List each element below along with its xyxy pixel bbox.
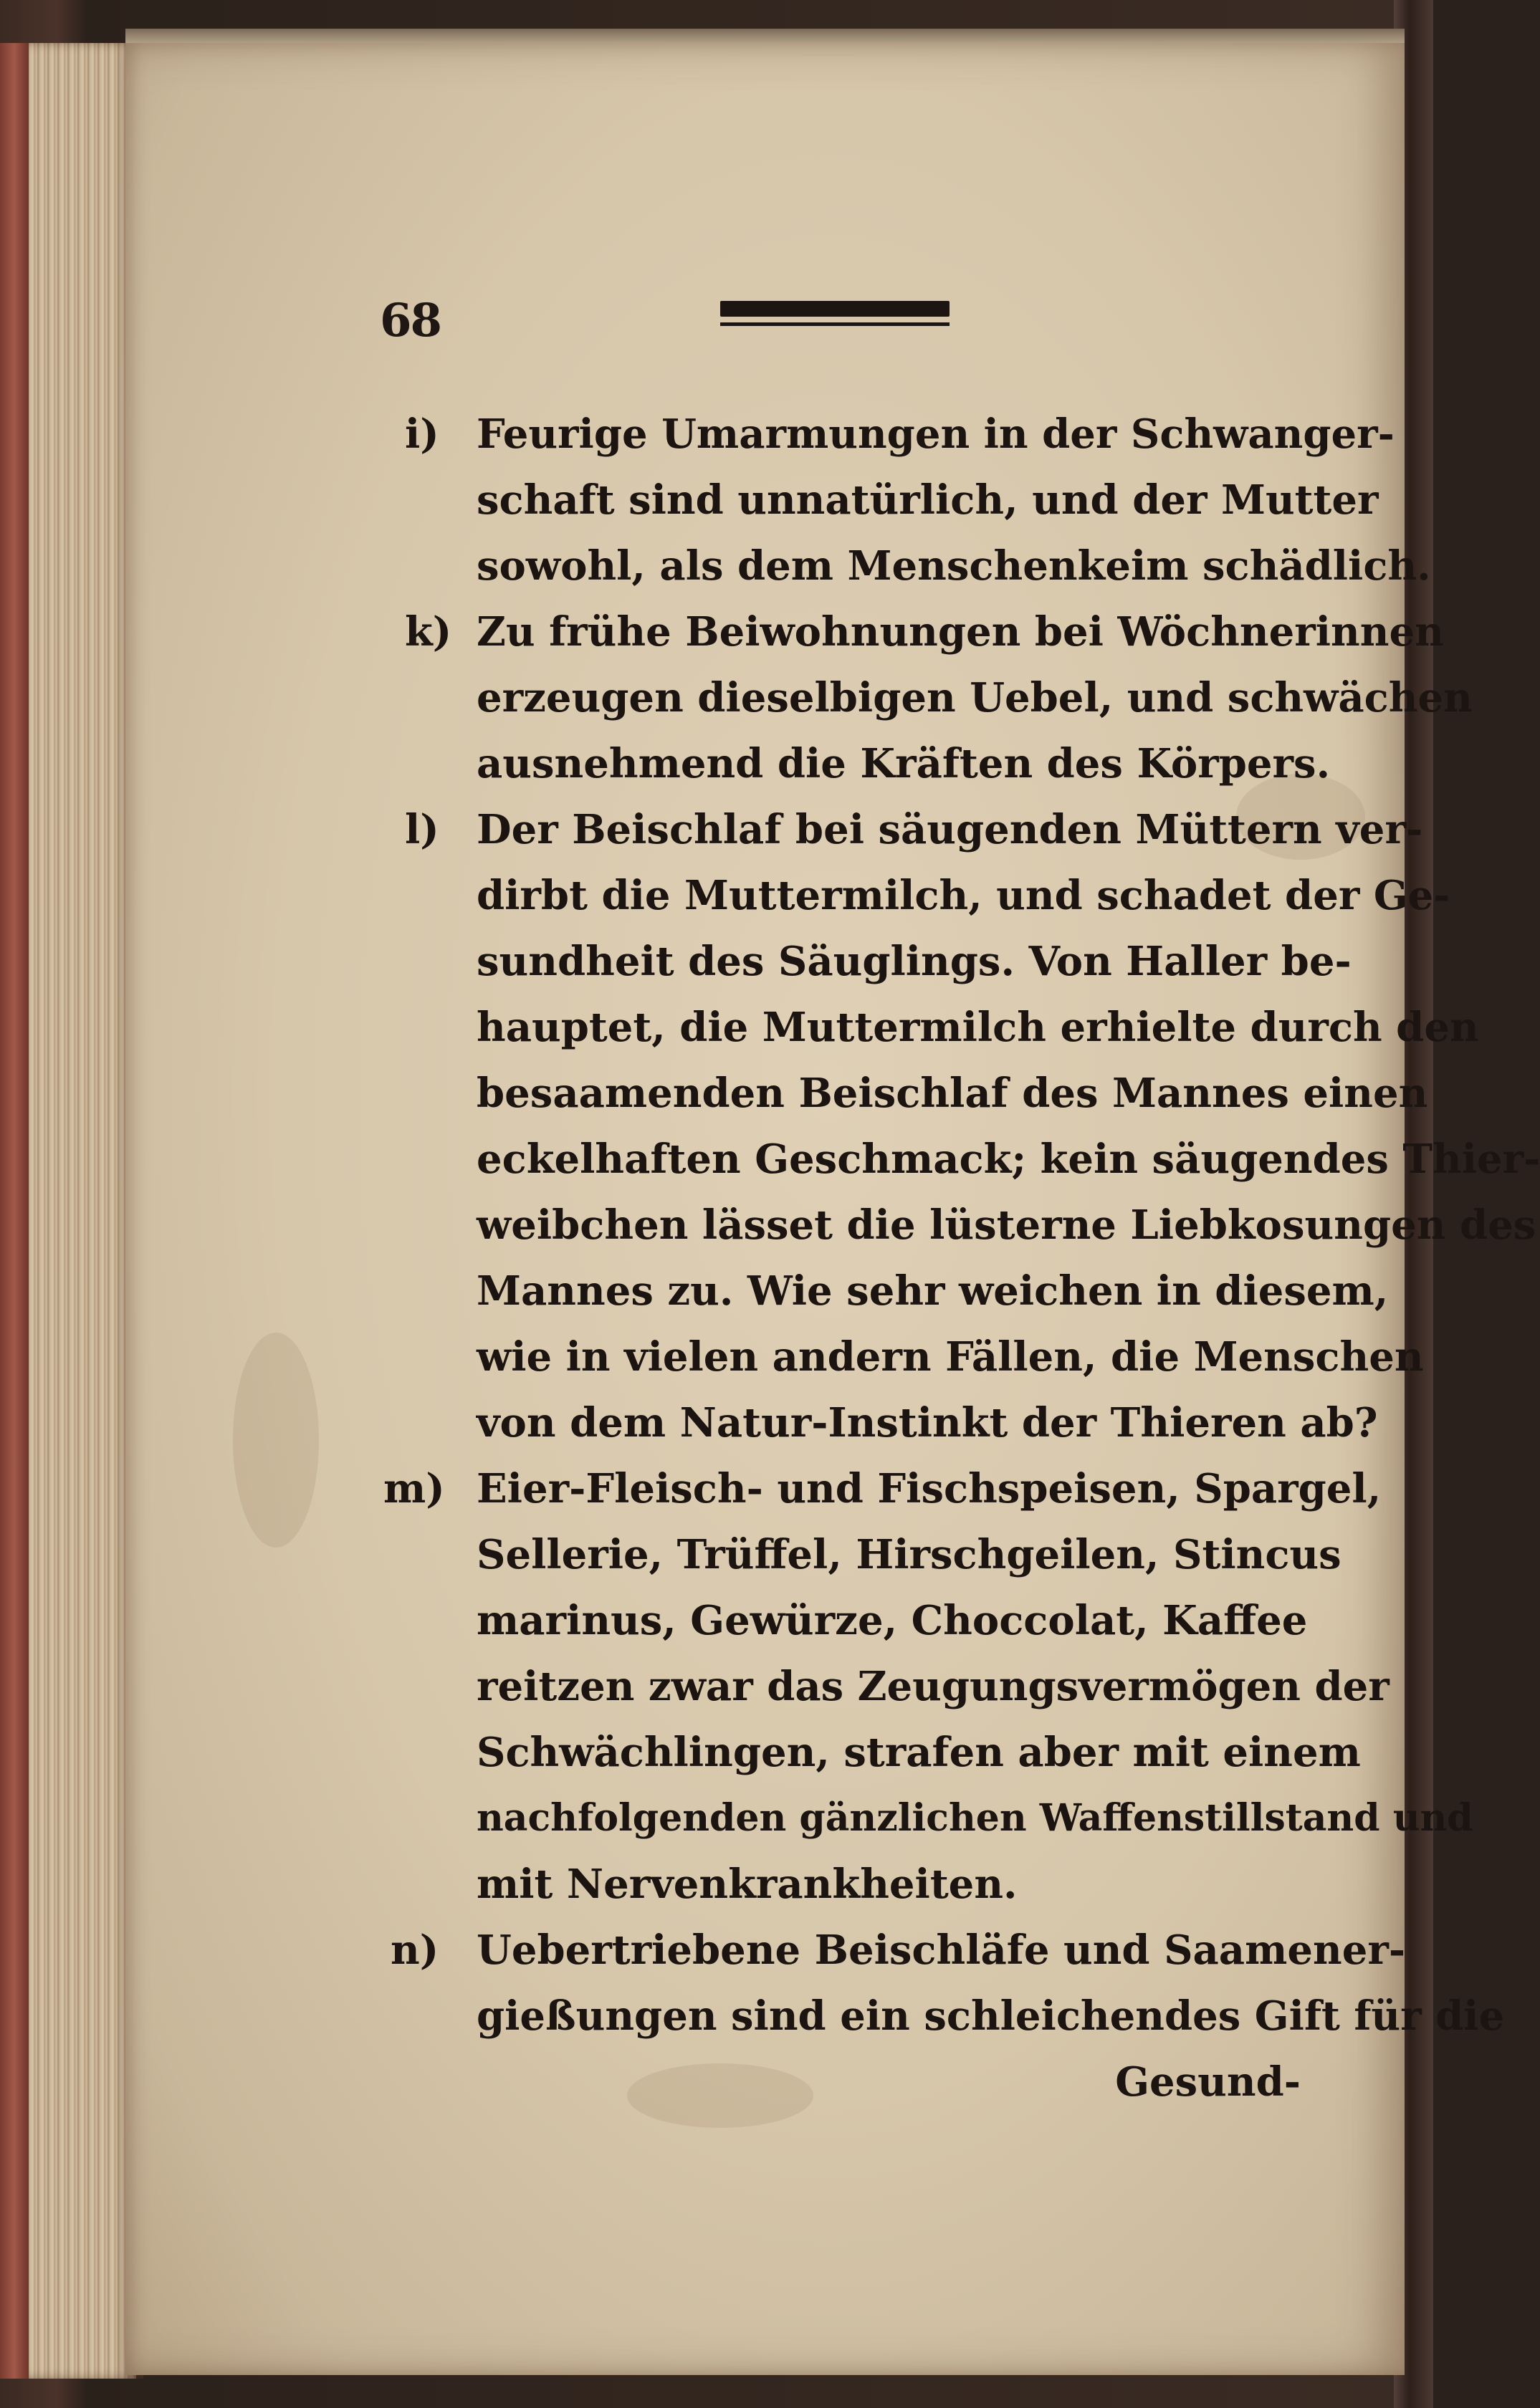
text-line [383, 1456, 1382, 1522]
paragraph-marker: l) [405, 806, 439, 853]
line-text: hauptet, die Muttermilch erhielte durch den [477, 1004, 1479, 1051]
text-line [412, 1654, 1390, 1719]
paragraph-marker: i) [405, 411, 439, 458]
red-edge [0, 43, 29, 2379]
text-line [412, 1324, 1424, 1390]
line-text: Feurige Umarmungen in der Schwanger- [477, 411, 1395, 458]
text-line [405, 797, 1423, 863]
text-line [412, 1588, 1308, 1654]
page-number: 68 [380, 294, 441, 347]
text-line [412, 1126, 1540, 1192]
header-rule [720, 301, 950, 317]
line-text: Uebertriebene Beischläfe und Saamener- [477, 1927, 1406, 1974]
line-text: Schwächlingen, strafen aber mit einem [477, 1729, 1361, 1776]
line-text: von dem Natur-Instinkt der Thieren ab? [477, 1399, 1378, 1447]
line-text: Mannes zu. Wie sehr weichen in diesem, [477, 1267, 1389, 1315]
text-line [412, 1258, 1389, 1324]
paragraph-marker: m) [383, 1465, 445, 1512]
line-text: besaamenden Beischlaf des Mannes einen [477, 1070, 1428, 1117]
line-text: mit Nervenkrankheiten. [477, 1861, 1018, 1908]
line-text: Sellerie, Trüffel, Hirschgeilen, Stincus [477, 1531, 1341, 1578]
line-text: sundheit des Säuglings. Von Haller be- [477, 938, 1352, 985]
text-line [412, 665, 1473, 731]
text-line [412, 1785, 1473, 1851]
line-text: nachfolgenden gänzlichen Waffenstillstand und [477, 1796, 1473, 1840]
text-line [412, 467, 1379, 533]
catchword: Gesund- [1115, 2058, 1301, 2106]
text-line [412, 994, 1479, 1060]
line-text: Eier-Fleisch- und Fischspeisen, Spargel, [477, 1465, 1382, 1512]
text-line [412, 533, 1431, 599]
line-text: Der Beischlaf bei säugenden Müttern ver- [477, 806, 1423, 853]
text-line [412, 1851, 1301, 1917]
line-text: eckelhaften Geschmack; kein säugendes Thier- [477, 1136, 1540, 1183]
line-text: dirbt die Muttermilch, und schadet der Ge- [477, 872, 1450, 919]
text-line [405, 401, 1395, 467]
text-line [412, 1522, 1341, 1588]
text-line [412, 1719, 1361, 1785]
text-line [405, 599, 1444, 665]
text-line [391, 1917, 1406, 1983]
line-text: erzeugen dieselbigen Uebel, und schwächen [477, 674, 1473, 721]
line-text: wie in vielen andern Fällen, die Menschen [477, 1333, 1424, 1381]
text-line [412, 863, 1450, 929]
page-body-text [383, 401, 1540, 2115]
text-line [412, 1192, 1536, 1258]
paper-stain [233, 1333, 319, 1548]
line-text: Zu frühe Beiwohnungen bei Wöchnerinnen [477, 608, 1444, 656]
paragraph-marker: k) [405, 608, 452, 656]
line-text: marinus, Gewürze, Choccolat, Kaffee [477, 1597, 1308, 1644]
text-line [412, 731, 1331, 797]
text-line [412, 1390, 1378, 1456]
text-line [412, 1060, 1428, 1126]
line-text: sowohl, als dem Menschenkeim schädlich. [477, 542, 1431, 590]
line-text: ausnehmend die Kräften des Körpers. [477, 740, 1331, 787]
line-text: schaft sind unnatürlich, und der Mutter [477, 476, 1379, 524]
line-text: gießungen sind ein schleichendes Gift für die [477, 1992, 1505, 2040]
text-line [412, 1983, 1505, 2049]
line-text: weibchen lässet die lüsterne Liebkosungen des [477, 1201, 1536, 1249]
line-text: reitzen zwar das Zeugungsvermögen der [477, 1663, 1390, 1710]
text-line [412, 929, 1352, 994]
paragraph-marker: n) [391, 1927, 439, 1974]
